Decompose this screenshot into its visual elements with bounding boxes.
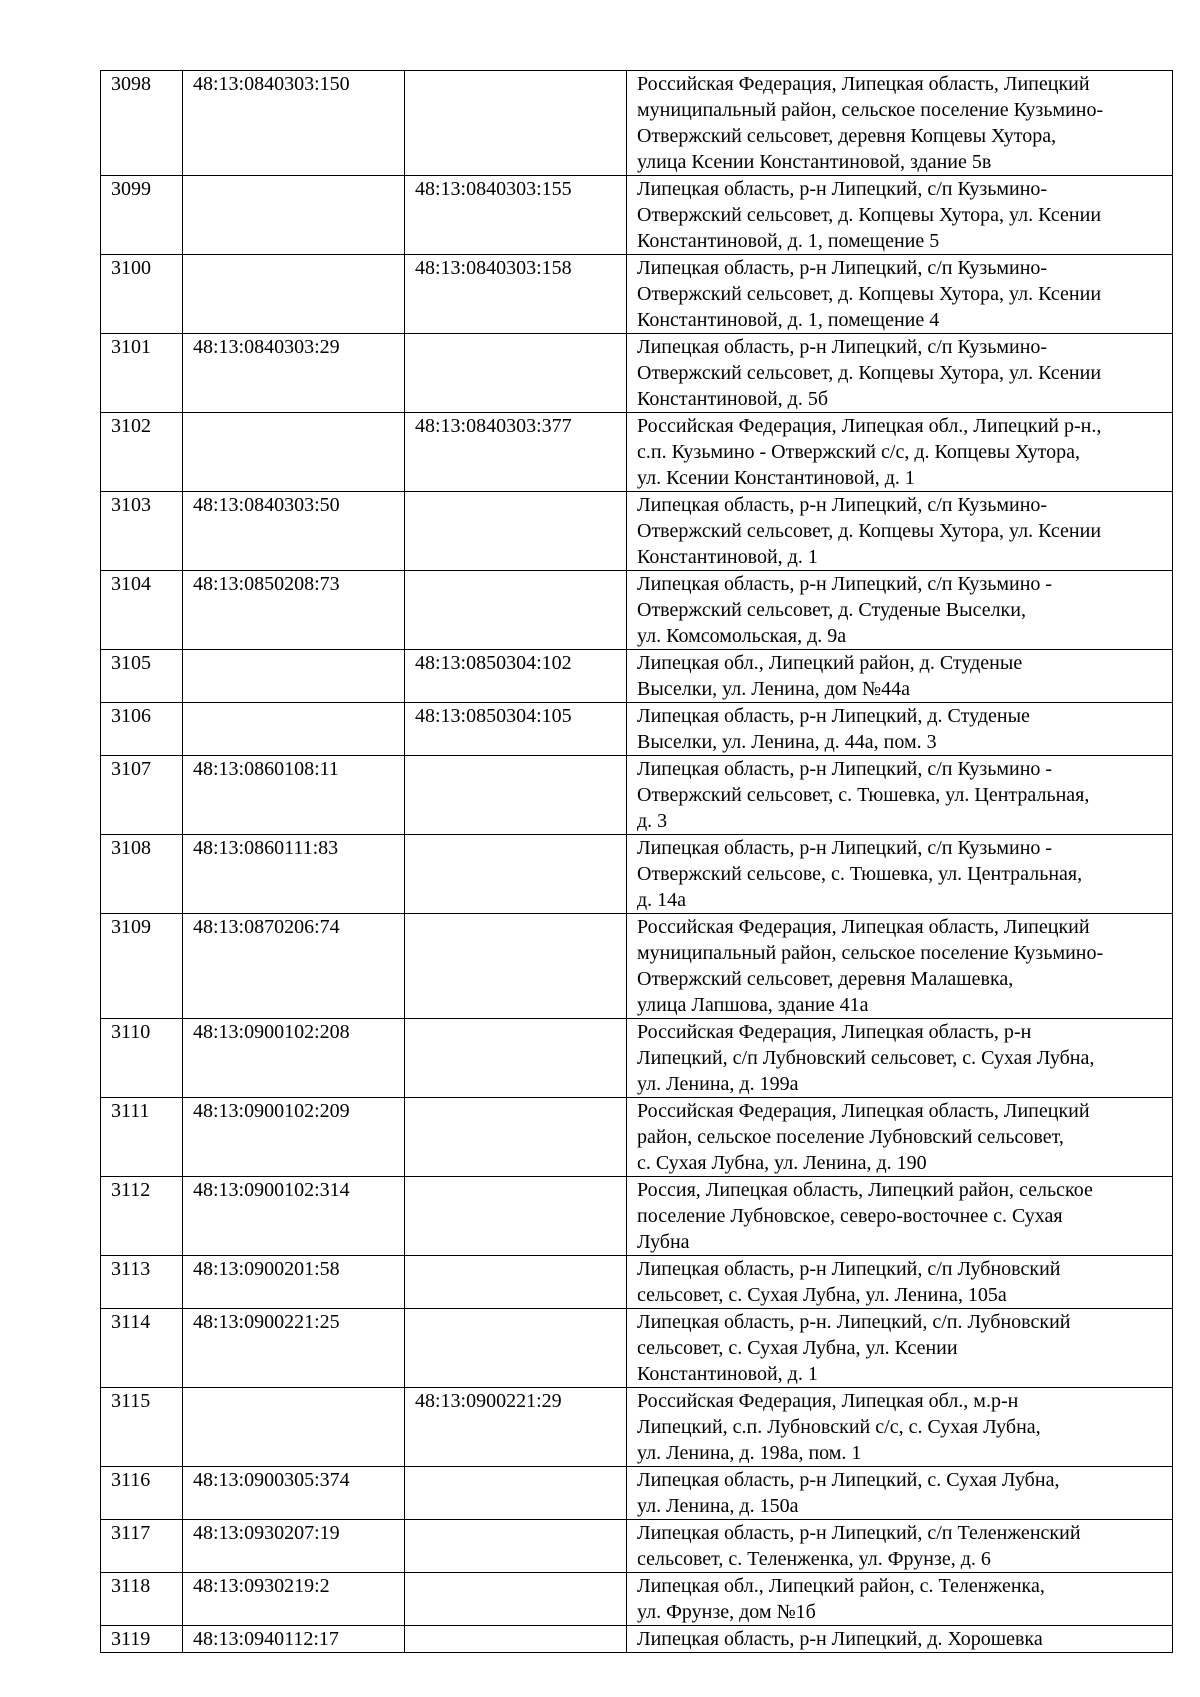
address-cell: Российская Федерация, Липецкая область, Липецкий муниципальный район, сельское поселение Кузьмино- Отвержский сельсовет, деревня Малашевка, улица Лапшова, здание 41а xyxy=(627,914,1173,1019)
row-number-cell: 3109 xyxy=(101,914,183,1019)
registry-table-body xyxy=(101,71,1173,1653)
address-cell: Липецкая область, р-н Липецкий, с/п Теленженский сельсовет, с. Теленженка, ул. Фрунзе, д. 6 xyxy=(627,1520,1173,1573)
row-number-cell: 3110 xyxy=(101,1019,183,1098)
land-cadastral-number-cell: 48:13:0900102:209 xyxy=(183,1098,405,1177)
object-cadastral-number-cell xyxy=(405,914,627,1019)
address-cell: Российская Федерация, Липецкая область, Липецкий район, сельское поселение Лубновский сельсовет, с. Сухая Лубна, ул. Ленина, д. 190 xyxy=(627,1098,1173,1177)
object-cadastral-number-cell: 48:13:0840303:377 xyxy=(405,413,627,492)
land-cadastral-number-cell xyxy=(183,703,405,756)
address-cell: Липецкая обл., Липецкий район, д. Студеные Выселки, ул. Ленина, дом №44а xyxy=(627,650,1173,703)
land-cadastral-number-cell: 48:13:0900102:314 xyxy=(183,1177,405,1256)
object-cadastral-number-cell xyxy=(405,71,627,176)
object-cadastral-number-cell: 48:13:0840303:158 xyxy=(405,255,627,334)
land-cadastral-number-cell: 48:13:0840303:29 xyxy=(183,334,405,413)
table-row xyxy=(101,176,1173,255)
table-row xyxy=(101,650,1173,703)
row-number-cell: 3099 xyxy=(101,176,183,255)
row-number-cell: 3116 xyxy=(101,1467,183,1520)
land-cadastral-number-cell: 48:13:0930207:19 xyxy=(183,1520,405,1573)
land-cadastral-number-cell: 48:13:0900201:58 xyxy=(183,1256,405,1309)
address-cell: Россия, Липецкая область, Липецкий район, сельское поселение Лубновское, северо-восточнее с. Сухая Лубна xyxy=(627,1177,1173,1256)
object-cadastral-number-cell xyxy=(405,571,627,650)
object-cadastral-number-cell xyxy=(405,492,627,571)
land-cadastral-number-cell: 48:13:0860111:83 xyxy=(183,835,405,914)
land-cadastral-number-cell: 48:13:0850208:73 xyxy=(183,571,405,650)
object-cadastral-number-cell xyxy=(405,756,627,835)
address-cell: Липецкая область, р-н Липецкий, с/п Кузьмино - Отвержский сельсовет, с. Тюшевка, ул. Центральная, д. 3 xyxy=(627,756,1173,835)
table-row xyxy=(101,71,1173,176)
row-number-cell: 3102 xyxy=(101,413,183,492)
row-number-cell: 3119 xyxy=(101,1626,183,1653)
object-cadastral-number-cell: 48:13:0850304:105 xyxy=(405,703,627,756)
object-cadastral-number-cell: 48:13:0840303:155 xyxy=(405,176,627,255)
land-cadastral-number-cell: 48:13:0840303:50 xyxy=(183,492,405,571)
table-row xyxy=(101,1098,1173,1177)
table-row xyxy=(101,1573,1173,1626)
land-cadastral-number-cell: 48:13:0840303:150 xyxy=(183,71,405,176)
address-cell: Липецкая область, р-н Липецкий, д. Хорошевка xyxy=(627,1626,1173,1653)
land-cadastral-number-cell xyxy=(183,176,405,255)
row-number-cell: 3115 xyxy=(101,1388,183,1467)
address-cell: Липецкая область, р-н Липецкий, с/п Кузьмино- Отвержский сельсовет, д. Копцевы Хутора, ул. Ксении Константиновой, д. 1, помещение 4 xyxy=(627,255,1173,334)
land-cadastral-number-cell xyxy=(183,1388,405,1467)
table-row xyxy=(101,1467,1173,1520)
table-row xyxy=(101,703,1173,756)
object-cadastral-number-cell xyxy=(405,1177,627,1256)
row-number-cell: 3108 xyxy=(101,835,183,914)
land-cadastral-number-cell: 48:13:0900102:208 xyxy=(183,1019,405,1098)
table-row xyxy=(101,914,1173,1019)
land-cadastral-number-cell: 48:13:0930219:2 xyxy=(183,1573,405,1626)
table-row xyxy=(101,255,1173,334)
land-cadastral-number-cell: 48:13:0900305:374 xyxy=(183,1467,405,1520)
object-cadastral-number-cell: 48:13:0900221:29 xyxy=(405,1388,627,1467)
row-number-cell: 3111 xyxy=(101,1098,183,1177)
row-number-cell: 3114 xyxy=(101,1309,183,1388)
address-cell: Липецкая область, р-н Липецкий, д. Студеные Выселки, ул. Ленина, д. 44а, пом. 3 xyxy=(627,703,1173,756)
row-number-cell: 3098 xyxy=(101,71,183,176)
row-number-cell: 3104 xyxy=(101,571,183,650)
address-cell: Российская Федерация, Липецкая область, р-н Липецкий, с/п Лубновский сельсовет, с. Сухая Лубна, ул. Ленина, д. 199а xyxy=(627,1019,1173,1098)
property-registry-table xyxy=(100,70,1173,1653)
object-cadastral-number-cell xyxy=(405,1098,627,1177)
address-cell: Липецкая область, р-н Липецкий, с/п Кузьмино- Отвержский сельсовет, д. Копцевы Хутора, ул. Ксении Константиновой, д. 1 xyxy=(627,492,1173,571)
object-cadastral-number-cell xyxy=(405,835,627,914)
row-number-cell: 3106 xyxy=(101,703,183,756)
table-row xyxy=(101,1626,1173,1653)
object-cadastral-number-cell: 48:13:0850304:102 xyxy=(405,650,627,703)
object-cadastral-number-cell xyxy=(405,1626,627,1653)
address-cell: Липецкая область, р-н Липецкий, с/п Кузьмино - Отвержский сельсовет, д. Студеные Выселки, ул. Комсомольская, д. 9а xyxy=(627,571,1173,650)
table-row xyxy=(101,334,1173,413)
table-row xyxy=(101,756,1173,835)
object-cadastral-number-cell xyxy=(405,1256,627,1309)
object-cadastral-number-cell xyxy=(405,1309,627,1388)
address-cell: Липецкая область, р-н Липецкий, с/п Лубновский сельсовет, с. Сухая Лубна, ул. Ленина, 105а xyxy=(627,1256,1173,1309)
land-cadastral-number-cell xyxy=(183,255,405,334)
row-number-cell: 3105 xyxy=(101,650,183,703)
row-number-cell: 3100 xyxy=(101,255,183,334)
row-number-cell: 3107 xyxy=(101,756,183,835)
table-row xyxy=(101,1019,1173,1098)
table-row xyxy=(101,835,1173,914)
address-cell: Липецкая область, р-н Липецкий, с/п Кузьмино- Отвержский сельсовет, д. Копцевы Хутора, ул. Ксении Константиновой, д. 5б xyxy=(627,334,1173,413)
row-number-cell: 3117 xyxy=(101,1520,183,1573)
row-number-cell: 3113 xyxy=(101,1256,183,1309)
address-cell: Липецкая обл., Липецкий район, с. Теленженка, ул. Фрунзе, дом №1б xyxy=(627,1573,1173,1626)
row-number-cell: 3103 xyxy=(101,492,183,571)
row-number-cell: 3112 xyxy=(101,1177,183,1256)
land-cadastral-number-cell xyxy=(183,650,405,703)
address-cell: Российская Федерация, Липецкая обл., м.р-н Липецкий, с.п. Лубновский с/с, с. Сухая Лубна, ул. Ленина, д. 198а, пом. 1 xyxy=(627,1388,1173,1467)
row-number-cell: 3101 xyxy=(101,334,183,413)
row-number-cell: 3118 xyxy=(101,1573,183,1626)
address-cell: Липецкая область, р-н Липецкий, с/п Кузьмино - Отвержский сельсове, с. Тюшевка, ул. Центральная, д. 14а xyxy=(627,835,1173,914)
land-cadastral-number-cell: 48:13:0940112:17 xyxy=(183,1626,405,1653)
table-row xyxy=(101,1388,1173,1467)
table-row xyxy=(101,492,1173,571)
land-cadastral-number-cell: 48:13:0860108:11 xyxy=(183,756,405,835)
object-cadastral-number-cell xyxy=(405,1467,627,1520)
address-cell: Российская Федерация, Липецкая область, Липецкий муниципальный район, сельское поселение Кузьмино- Отвержский сельсовет, деревня Копцевы Хутора, улица Ксении Константиновой, здание 5в xyxy=(627,71,1173,176)
address-cell: Липецкая область, р-н Липецкий, с. Сухая Лубна, ул. Ленина, д. 150а xyxy=(627,1467,1173,1520)
address-cell: Липецкая область, р-н Липецкий, с/п Кузьмино- Отвержский сельсовет, д. Копцевы Хутора, ул. Ксении Константиновой, д. 1, помещение 5 xyxy=(627,176,1173,255)
object-cadastral-number-cell xyxy=(405,1520,627,1573)
table-row xyxy=(101,413,1173,492)
address-cell: Российская Федерация, Липецкая обл., Липецкий р-н., с.п. Кузьмино - Отвержский с/с, д. Копцевы Хутора, ул. Ксении Константиновой, д. 1 xyxy=(627,413,1173,492)
land-cadastral-number-cell: 48:13:0900221:25 xyxy=(183,1309,405,1388)
land-cadastral-number-cell xyxy=(183,413,405,492)
object-cadastral-number-cell xyxy=(405,334,627,413)
table-row xyxy=(101,1520,1173,1573)
land-cadastral-number-cell: 48:13:0870206:74 xyxy=(183,914,405,1019)
object-cadastral-number-cell xyxy=(405,1019,627,1098)
table-row xyxy=(101,571,1173,650)
object-cadastral-number-cell xyxy=(405,1573,627,1626)
table-row xyxy=(101,1177,1173,1256)
table-row xyxy=(101,1309,1173,1388)
table-row xyxy=(101,1256,1173,1309)
document-page xyxy=(100,70,1172,1653)
address-cell: Липецкая область, р-н. Липецкий, с/п. Лубновский сельсовет, с. Сухая Лубна, ул. Ксении Константиновой, д. 1 xyxy=(627,1309,1173,1388)
